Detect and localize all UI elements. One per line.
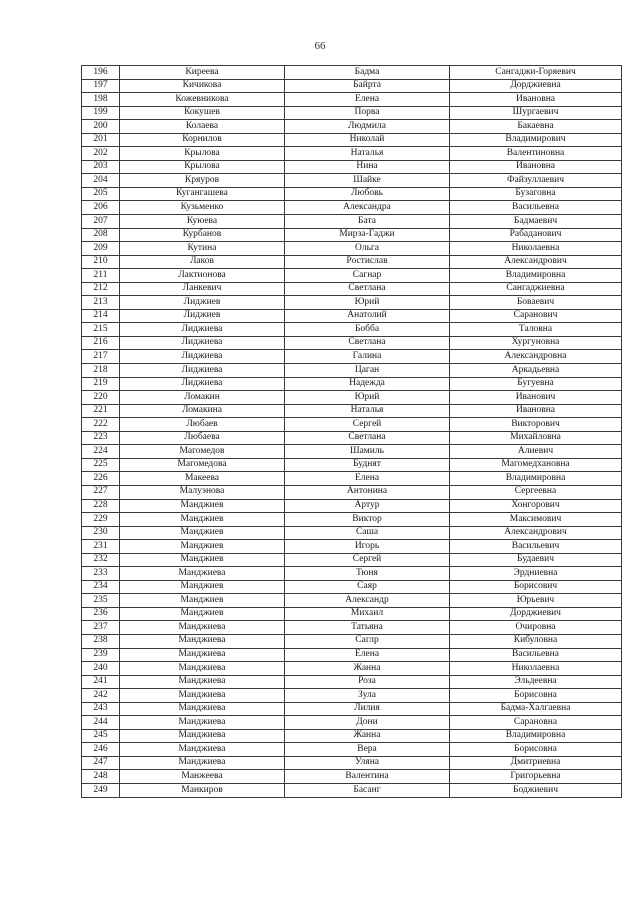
table-row (82, 702, 622, 716)
table-row (82, 309, 622, 323)
first-name-cell: Тюня (285, 567, 450, 581)
first-name-cell: Бобба (285, 323, 450, 337)
row-number-cell: 210 (82, 255, 120, 269)
patronymic-cell: Бадмаевич (450, 215, 622, 229)
row-number-cell: 249 (82, 783, 120, 797)
patronymic-cell: Кибуловна (450, 634, 622, 648)
row-number-cell: 248 (82, 770, 120, 784)
first-name-cell: Басанг (285, 783, 450, 797)
first-name-cell: Юрий (285, 391, 450, 405)
row-number-cell: 218 (82, 364, 120, 378)
patronymic-cell: Васильевна (450, 648, 622, 662)
first-name-cell: Саглр (285, 634, 450, 648)
last-name-cell: Кряуров (120, 174, 285, 188)
first-name-cell: Сергей (285, 418, 450, 432)
patronymic-cell: Александровна (450, 350, 622, 364)
patronymic-cell: Магомедхановна (450, 458, 622, 472)
last-name-cell: Манджиева (120, 675, 285, 689)
patronymic-cell: Дорджиевич (450, 607, 622, 621)
first-name-cell: Мирза-Гаджи (285, 228, 450, 242)
row-number-cell: 219 (82, 377, 120, 391)
last-name-cell: Лиджиев (120, 296, 285, 310)
last-name-cell: Манкиров (120, 783, 285, 797)
row-number-cell: 229 (82, 513, 120, 527)
table-row (82, 391, 622, 405)
page-number: 66 (314, 40, 326, 52)
patronymic-cell: Александрович (450, 526, 622, 540)
row-number-cell: 233 (82, 567, 120, 581)
first-name-cell: Жанна (285, 729, 450, 743)
last-name-cell: Манджиев (120, 499, 285, 513)
first-name-cell: Михаил (285, 607, 450, 621)
table-row (82, 255, 622, 269)
table-row (82, 133, 622, 147)
last-name-cell: Ломакин (120, 391, 285, 405)
last-name-cell: Манджиева (120, 662, 285, 676)
patronymic-cell: Сарановна (450, 716, 622, 730)
row-number-cell: 204 (82, 174, 120, 188)
table-row (82, 147, 622, 161)
patronymic-cell: Сергеевна (450, 485, 622, 499)
table-row (82, 120, 622, 134)
table-row (82, 215, 622, 229)
last-name-cell: Манджиева (120, 648, 285, 662)
table-row (82, 296, 622, 310)
last-name-cell: Манджиев (120, 540, 285, 554)
table-row (82, 364, 622, 378)
last-name-cell: Манджиев (120, 607, 285, 621)
table-row (82, 607, 622, 621)
last-name-cell: Манджиева (120, 729, 285, 743)
first-name-cell: Галина (285, 350, 450, 364)
first-name-cell: Игорь (285, 540, 450, 554)
table-row (82, 106, 622, 120)
patronymic-cell: Аркадьевна (450, 364, 622, 378)
table-row (82, 458, 622, 472)
row-number-cell: 225 (82, 458, 120, 472)
row-number-cell: 213 (82, 296, 120, 310)
last-name-cell: Манджиев (120, 580, 285, 594)
last-name-cell: Колаева (120, 120, 285, 134)
last-name-cell: Лиджиева (120, 364, 285, 378)
row-number-cell: 212 (82, 282, 120, 296)
table-row (82, 431, 622, 445)
last-name-cell: Куюева (120, 215, 285, 229)
last-name-cell: Магомедов (120, 445, 285, 459)
table-row (82, 675, 622, 689)
first-name-cell: Анатолий (285, 309, 450, 323)
table-row (82, 580, 622, 594)
patronymic-cell: Викторович (450, 418, 622, 432)
first-name-cell: Ольга (285, 242, 450, 256)
patronymic-cell: Дорджиевна (450, 79, 622, 93)
patronymic-cell: Бугуевна (450, 377, 622, 391)
table-row (82, 201, 622, 215)
row-number-cell: 206 (82, 201, 120, 215)
table-row (82, 79, 622, 93)
patronymic-cell: Эрдниевна (450, 567, 622, 581)
row-number-cell: 217 (82, 350, 120, 364)
table-row (82, 770, 622, 784)
last-name-cell: Малуэнова (120, 485, 285, 499)
table-row (82, 553, 622, 567)
patronymic-cell: Саранович (450, 309, 622, 323)
table-row (82, 174, 622, 188)
first-name-cell: Сагнар (285, 269, 450, 283)
first-name-cell: Светлана (285, 336, 450, 350)
row-number-cell: 240 (82, 662, 120, 676)
table-row (82, 662, 622, 676)
row-number-cell: 220 (82, 391, 120, 405)
patronymic-cell: Дмитриевна (450, 756, 622, 770)
table-row (82, 93, 622, 107)
patronymic-cell: Борисович (450, 580, 622, 594)
first-name-cell: Виктор (285, 513, 450, 527)
last-name-cell: Манджиева (120, 689, 285, 703)
table-row (82, 160, 622, 174)
table-row (82, 404, 622, 418)
first-name-cell: Байрта (285, 79, 450, 93)
last-name-cell: Лактионова (120, 269, 285, 283)
first-name-cell: Вера (285, 743, 450, 757)
first-name-cell: Зула (285, 689, 450, 703)
row-number-cell: 226 (82, 472, 120, 486)
first-name-cell: Порва (285, 106, 450, 120)
table-row (82, 540, 622, 554)
last-name-cell: Манжеева (120, 770, 285, 784)
last-name-cell: Манджиева (120, 716, 285, 730)
last-name-cell: Крылова (120, 147, 285, 161)
row-number-cell: 243 (82, 702, 120, 716)
last-name-cell: Курбанов (120, 228, 285, 242)
patronymic-cell: Васильевна (450, 201, 622, 215)
patronymic-cell: Владимировна (450, 729, 622, 743)
last-name-cell: Манджиева (120, 702, 285, 716)
table-row (82, 567, 622, 581)
patronymic-cell: Николаевна (450, 242, 622, 256)
patronymic-cell: Михайловна (450, 431, 622, 445)
patronymic-cell: Максимович (450, 513, 622, 527)
table-row (82, 648, 622, 662)
row-number-cell: 237 (82, 621, 120, 635)
last-name-cell: Лиджиева (120, 377, 285, 391)
row-number-cell: 207 (82, 215, 120, 229)
first-name-cell: Светлана (285, 282, 450, 296)
table-row (82, 282, 622, 296)
patronymic-cell: Юрьевич (450, 594, 622, 608)
table-row (82, 445, 622, 459)
table-row (82, 187, 622, 201)
last-name-cell: Кутина (120, 242, 285, 256)
row-number-cell: 228 (82, 499, 120, 513)
patronymic-cell: Ивановна (450, 404, 622, 418)
table-row (82, 526, 622, 540)
last-name-cell: Ланкевич (120, 282, 285, 296)
roster-table (81, 65, 622, 798)
patronymic-cell: Владимировна (450, 269, 622, 283)
first-name-cell: Уляна (285, 756, 450, 770)
row-number-cell: 231 (82, 540, 120, 554)
row-number-cell: 224 (82, 445, 120, 459)
last-name-cell: Манджиев (120, 594, 285, 608)
row-number-cell: 199 (82, 106, 120, 120)
patronymic-cell: Файзуллаевич (450, 174, 622, 188)
last-name-cell: Крылова (120, 160, 285, 174)
first-name-cell: Елена (285, 648, 450, 662)
patronymic-cell: Шургаевич (450, 106, 622, 120)
first-name-cell: Цаган (285, 364, 450, 378)
last-name-cell: Манджиева (120, 567, 285, 581)
roster-body (82, 66, 622, 798)
table-row (82, 756, 622, 770)
patronymic-cell: Владимировна (450, 472, 622, 486)
patronymic-cell: Боджиевич (450, 783, 622, 797)
last-name-cell: Манджиева (120, 756, 285, 770)
row-number-cell: 209 (82, 242, 120, 256)
row-number-cell: 215 (82, 323, 120, 337)
first-name-cell: Антонина (285, 485, 450, 499)
patronymic-cell: Очировна (450, 621, 622, 635)
row-number-cell: 246 (82, 743, 120, 757)
first-name-cell: Николай (285, 133, 450, 147)
patronymic-cell: Таловна (450, 323, 622, 337)
row-number-cell: 239 (82, 648, 120, 662)
row-number-cell: 214 (82, 309, 120, 323)
patronymic-cell: Иванович (450, 391, 622, 405)
first-name-cell: Надежда (285, 377, 450, 391)
row-number-cell: 238 (82, 634, 120, 648)
first-name-cell: Нина (285, 160, 450, 174)
first-name-cell: Светлана (285, 431, 450, 445)
last-name-cell: Кузьменко (120, 201, 285, 215)
row-number-cell: 234 (82, 580, 120, 594)
first-name-cell: Саша (285, 526, 450, 540)
table-row (82, 228, 622, 242)
last-name-cell: Кокушев (120, 106, 285, 120)
first-name-cell: Александра (285, 201, 450, 215)
first-name-cell: Александр (285, 594, 450, 608)
table-row (82, 377, 622, 391)
patronymic-cell: Борисовна (450, 743, 622, 757)
row-number-cell: 216 (82, 336, 120, 350)
first-name-cell: Людмила (285, 120, 450, 134)
row-number-cell: 242 (82, 689, 120, 703)
table-row (82, 66, 622, 80)
patronymic-cell: Хонгорович (450, 499, 622, 513)
patronymic-cell: Сангаджиевна (450, 282, 622, 296)
table-row (82, 729, 622, 743)
patronymic-cell: Ивановна (450, 93, 622, 107)
patronymic-cell: Бадма-Халгаевна (450, 702, 622, 716)
first-name-cell: Роза (285, 675, 450, 689)
first-name-cell: Елена (285, 472, 450, 486)
table-row (82, 621, 622, 635)
row-number-cell: 227 (82, 485, 120, 499)
patronymic-cell: Николаевна (450, 662, 622, 676)
last-name-cell: Кугангашева (120, 187, 285, 201)
patronymic-cell: Боваевич (450, 296, 622, 310)
last-name-cell: Манджиева (120, 634, 285, 648)
table-row (82, 783, 622, 797)
patronymic-cell: Бакаевна (450, 120, 622, 134)
last-name-cell: Кожевникова (120, 93, 285, 107)
table-row (82, 323, 622, 337)
first-name-cell: Артур (285, 499, 450, 513)
patronymic-cell: Борисовна (450, 689, 622, 703)
first-name-cell: Юрий (285, 296, 450, 310)
first-name-cell: Бата (285, 215, 450, 229)
first-name-cell: Буднят (285, 458, 450, 472)
last-name-cell: Макеева (120, 472, 285, 486)
table-row (82, 513, 622, 527)
row-number-cell: 208 (82, 228, 120, 242)
row-number-cell: 202 (82, 147, 120, 161)
row-number-cell: 244 (82, 716, 120, 730)
patronymic-cell: Рабаданович (450, 228, 622, 242)
table-row (82, 743, 622, 757)
row-number-cell: 201 (82, 133, 120, 147)
row-number-cell: 236 (82, 607, 120, 621)
patronymic-cell: Эльдеевна (450, 675, 622, 689)
last-name-cell: Манджиев (120, 526, 285, 540)
row-number-cell: 197 (82, 79, 120, 93)
last-name-cell: Киреева (120, 66, 285, 80)
last-name-cell: Лиджиева (120, 336, 285, 350)
table-row (82, 336, 622, 350)
table-row (82, 634, 622, 648)
table-row (82, 242, 622, 256)
first-name-cell: Наталья (285, 147, 450, 161)
row-number-cell: 221 (82, 404, 120, 418)
last-name-cell: Корнилов (120, 133, 285, 147)
last-name-cell: Ломакина (120, 404, 285, 418)
patronymic-cell: Васильевич (450, 540, 622, 554)
patronymic-cell: Александрович (450, 255, 622, 269)
first-name-cell: Наталья (285, 404, 450, 418)
first-name-cell: Жанна (285, 662, 450, 676)
first-name-cell: Шамиль (285, 445, 450, 459)
row-number-cell: 247 (82, 756, 120, 770)
last-name-cell: Лаков (120, 255, 285, 269)
row-number-cell: 198 (82, 93, 120, 107)
last-name-cell: Манджиев (120, 553, 285, 567)
last-name-cell: Манджиев (120, 513, 285, 527)
row-number-cell: 222 (82, 418, 120, 432)
patronymic-cell: Бузаговна (450, 187, 622, 201)
last-name-cell: Кичикова (120, 79, 285, 93)
first-name-cell: Дони (285, 716, 450, 730)
table-row (82, 350, 622, 364)
patronymic-cell: Алиевич (450, 445, 622, 459)
row-number-cell: 211 (82, 269, 120, 283)
patronymic-cell: Хургуновна (450, 336, 622, 350)
row-number-cell: 205 (82, 187, 120, 201)
first-name-cell: Любовь (285, 187, 450, 201)
table-row (82, 269, 622, 283)
last-name-cell: Лиджиев (120, 309, 285, 323)
patronymic-cell: Будаевич (450, 553, 622, 567)
row-number-cell: 200 (82, 120, 120, 134)
first-name-cell: Саяр (285, 580, 450, 594)
table-row (82, 689, 622, 703)
first-name-cell: Лилия (285, 702, 450, 716)
row-number-cell: 203 (82, 160, 120, 174)
first-name-cell: Шайке (285, 174, 450, 188)
first-name-cell: Елена (285, 93, 450, 107)
patronymic-cell: Владимирович (450, 133, 622, 147)
row-number-cell: 196 (82, 66, 120, 80)
first-name-cell: Сергей (285, 553, 450, 567)
patronymic-cell: Григорьевна (450, 770, 622, 784)
row-number-cell: 241 (82, 675, 120, 689)
first-name-cell: Татьяна (285, 621, 450, 635)
table-row (82, 499, 622, 513)
last-name-cell: Лиджиева (120, 323, 285, 337)
last-name-cell: Магомедова (120, 458, 285, 472)
row-number-cell: 230 (82, 526, 120, 540)
last-name-cell: Манджиева (120, 743, 285, 757)
row-number-cell: 223 (82, 431, 120, 445)
patronymic-cell: Ивановна (450, 160, 622, 174)
patronymic-cell: Валентиновна (450, 147, 622, 161)
last-name-cell: Манджиева (120, 621, 285, 635)
table-row (82, 716, 622, 730)
last-name-cell: Любаев (120, 418, 285, 432)
table-row (82, 472, 622, 486)
last-name-cell: Любаева (120, 431, 285, 445)
row-number-cell: 245 (82, 729, 120, 743)
table-row (82, 485, 622, 499)
table-row (82, 594, 622, 608)
last-name-cell: Лиджиева (120, 350, 285, 364)
first-name-cell: Бадма (285, 66, 450, 80)
first-name-cell: Ростислав (285, 255, 450, 269)
first-name-cell: Валентина (285, 770, 450, 784)
patronymic-cell: Сангаджи-Горяевич (450, 66, 622, 80)
table-row (82, 418, 622, 432)
row-number-cell: 232 (82, 553, 120, 567)
row-number-cell: 235 (82, 594, 120, 608)
